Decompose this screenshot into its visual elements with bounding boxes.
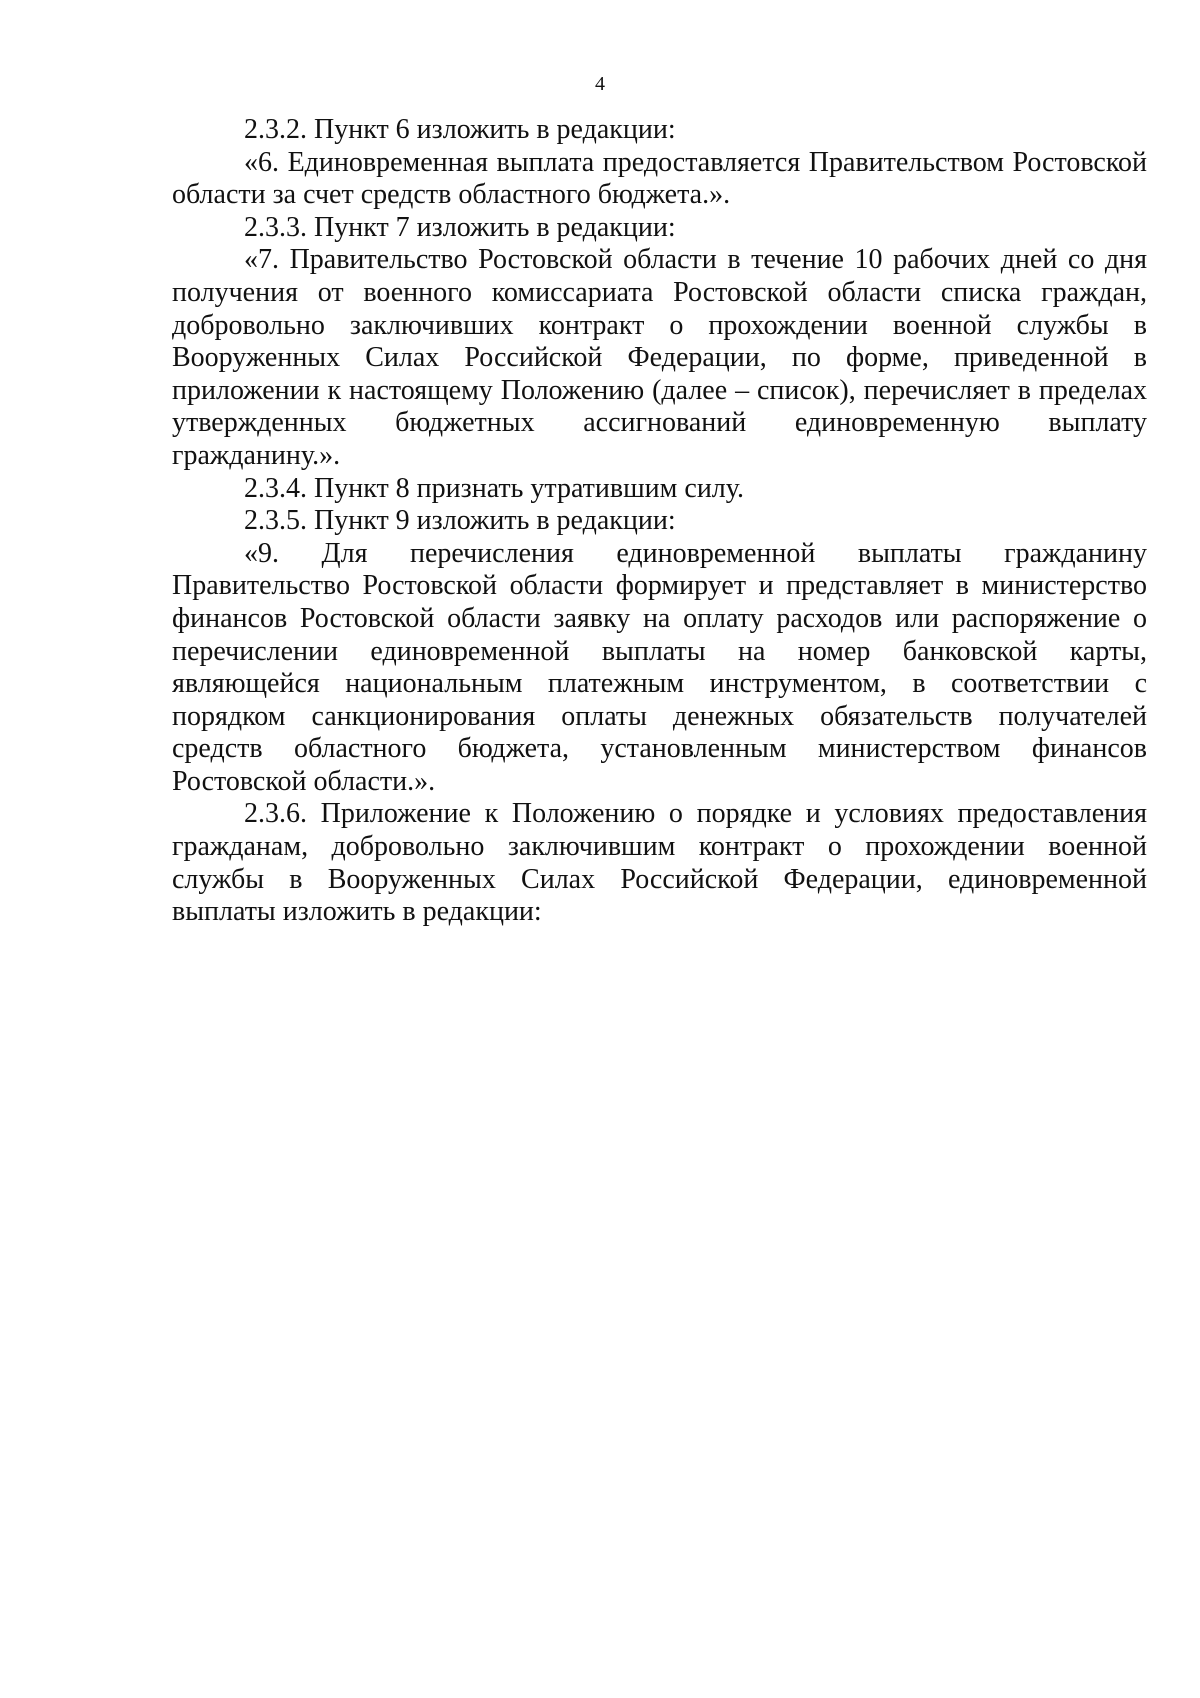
paragraph-2-3-5: 2.3.5. Пункт 9 изложить в редакции: (244, 505, 676, 537)
paragraph-point-6-text: «6. Единовременная выплата предоставляется Правительством Ростовской области за счет средств областного бюджета.». (172, 146, 1147, 211)
paragraph-2-3-4: 2.3.4. Пункт 8 признать утратившим силу. (244, 472, 744, 504)
paragraph-2-3-3: 2.3.3. Пункт 7 изложить в редакции: (244, 211, 676, 243)
paragraph-2-3-2: 2.3.2. Пункт 6 изложить в редакции: (244, 114, 676, 145)
paragraph-point-9-text: «9. Для перечисления единовременной выплаты гражданину Правительство Ростовской области формирует и представляет в министерство финансов Ростовской области заявку на оплату расходов или распоряжение о перечислении единовременной выплаты на номер банковской карты, являющейся национальным платежным инструментом, в соответствии с порядком санкционирования оплаты денежных обязательств получателей средств областного бюджета, установленным министерством финансов Ростовской области.». (172, 537, 1147, 797)
page-number: 4 (595, 73, 605, 95)
document-body (172, 114, 1147, 929)
paragraph-point-7-text: «7. Правительство Ростовской области в течение 10 рабочих дней со дня получения от военного комиссариата Ростовской области списка граждан, добровольно заключивших контракт о прохождении военной службы в Вооруженных Силах Российской Федерации, по форме, приведенной в приложении к настоящему Положению (далее – список), перечисляет в пределах утвержденных бюджетных ассигнований единовременную выплату гражданину.». (172, 244, 1147, 471)
paragraph-2-3-6: 2.3.6. Приложение к Положению о порядке и условиях предоставления гражданам, добровольно заключившим контракт о прохождении военной службы в Вооруженных Силах Российской Федерации, единовременной выплаты изложить в редакции: (172, 798, 1147, 928)
